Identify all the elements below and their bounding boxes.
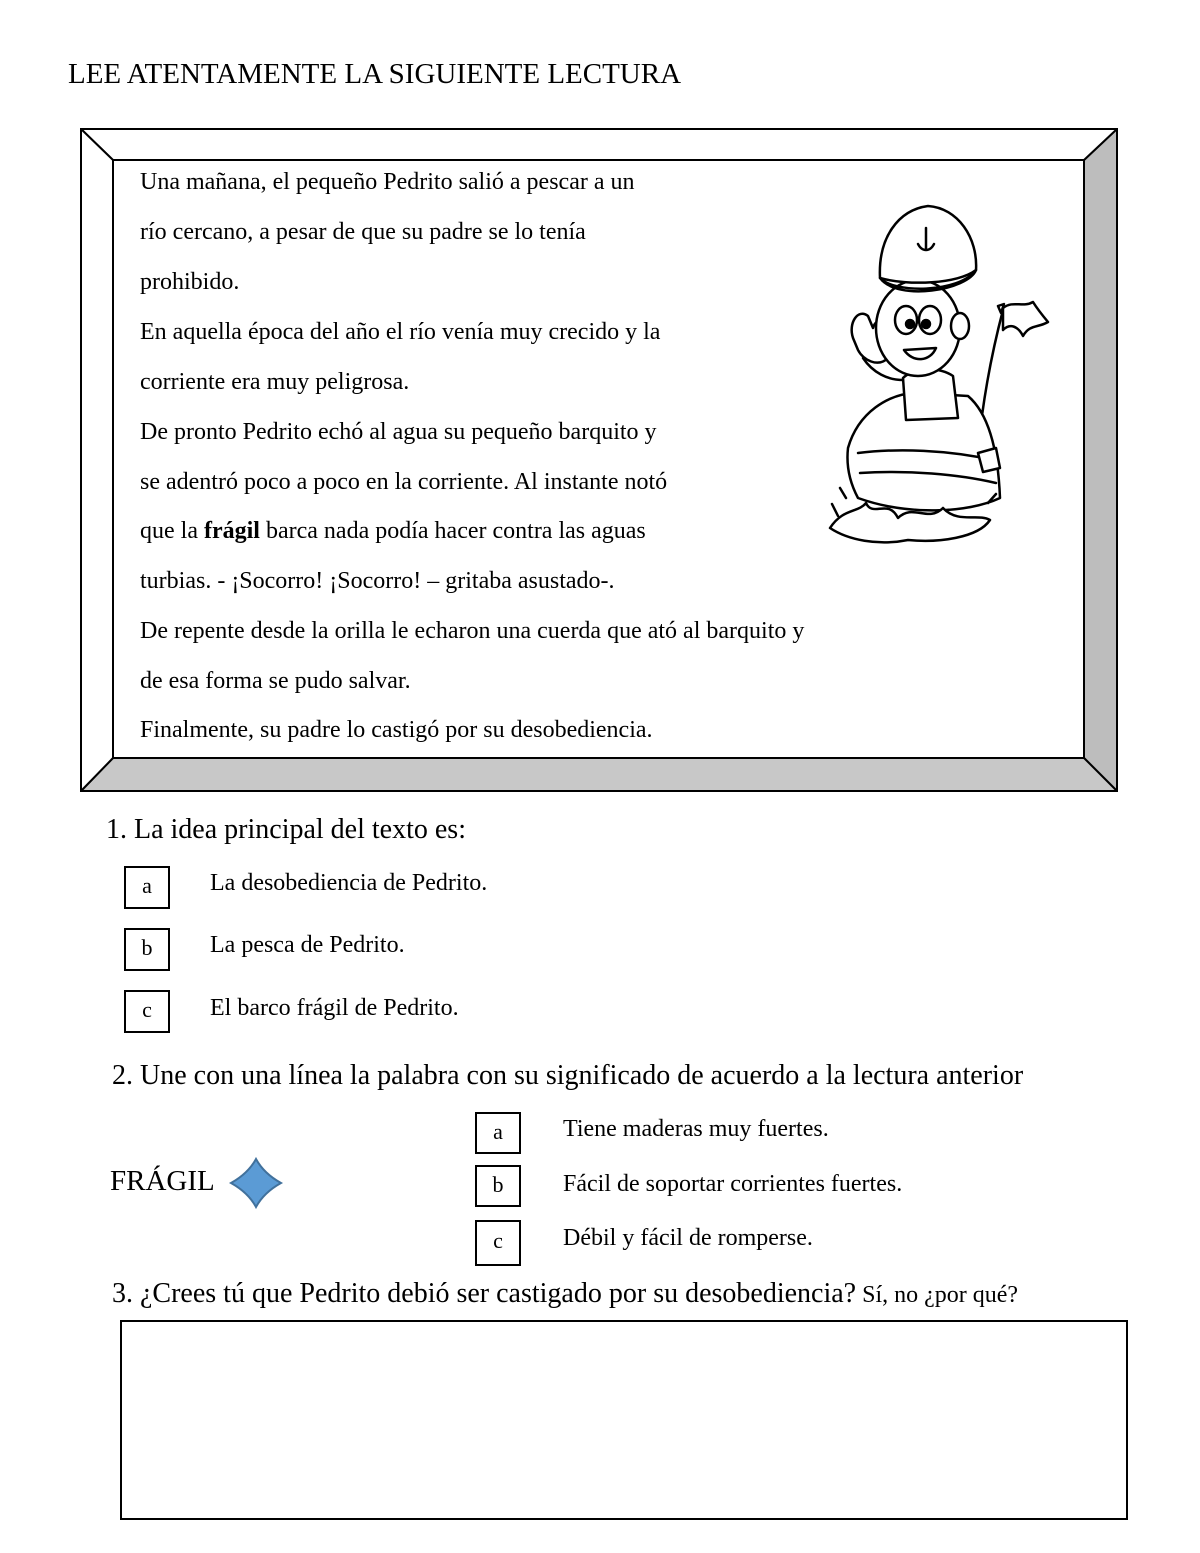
reading-line-10: De repente desde la orilla le echaron una cuerda que ató al barquito y [140,618,805,644]
reading-line-11: de esa forma se pudo salvar. [140,668,411,694]
q2-option-c-text: Débil y fácil de romperse. [563,1225,813,1251]
diamond-connector-icon[interactable] [228,1156,284,1210]
boy-in-boat-illustration [818,198,1058,566]
q1-option-b-text: La pesca de Pedrito. [210,932,405,958]
q2-title: 2. Une con una línea la palabra con su significado de acuerdo a la lectura anterior [112,1060,1024,1091]
q1-option-a-text: La desobediencia de Pedrito. [210,870,488,896]
page-title: LEE ATENTAMENTE LA SIGUIENTE LECTURA [68,58,682,90]
q1-title: 1. La idea principal del texto es: [106,814,466,845]
q2-word: FRÁGIL [110,1165,215,1197]
reading-line-6: De pronto Pedrito echó al agua su pequeño barquito y [140,419,657,445]
line8-post: barca nada podía hacer contra las aguas [259,518,646,544]
reading-line-8 [140,517,646,545]
q3-title-main: 3. ¿Crees tú que Pedrito debió ser castigado por su desobediencia? [112,1278,857,1309]
q3-answer-box[interactable] [120,1320,1128,1520]
q2-option-b-box[interactable]: b [475,1165,521,1207]
q1-option-a-box[interactable]: a [124,866,170,909]
keyword-fragil: frágil [203,518,260,544]
reading-line-4: En aquella época del año el río venía muy crecido y la [140,319,661,345]
reading-line-3: prohibido. [140,269,240,295]
q3-title-suffix: Sí, no ¿por qué? [856,1282,1019,1308]
reading-line-9: turbias. - ¡Socorro! ¡Socorro! – gritaba asustado-. [140,568,615,594]
reading-line-1: Una mañana, el pequeño Pedrito salió a pescar a un [140,169,635,195]
q2-option-a-box[interactable]: a [475,1112,521,1154]
q2-option-b-text: Fácil de soportar corrientes fuertes. [563,1171,903,1197]
q3-title [112,1278,1018,1310]
reading-line-12: Finalmente, su padre lo castigó por su desobediencia. [140,717,653,743]
reading-line-7: se adentró poco a poco en la corriente. Al instante notó [140,469,668,495]
q1-option-c-text: El barco frágil de Pedrito. [210,995,459,1021]
reading-line-5: corriente era muy peligrosa. [140,369,410,395]
q2-option-c-box[interactable]: c [475,1220,521,1266]
line8-pre: que la [140,518,204,544]
q1-option-b-box[interactable]: b [124,928,170,971]
q2-option-a-text: Tiene maderas muy fuertes. [563,1116,829,1142]
reading-line-2: río cercano, a pesar de que su padre se lo tenía [140,219,586,245]
q1-option-c-box[interactable]: c [124,990,170,1033]
